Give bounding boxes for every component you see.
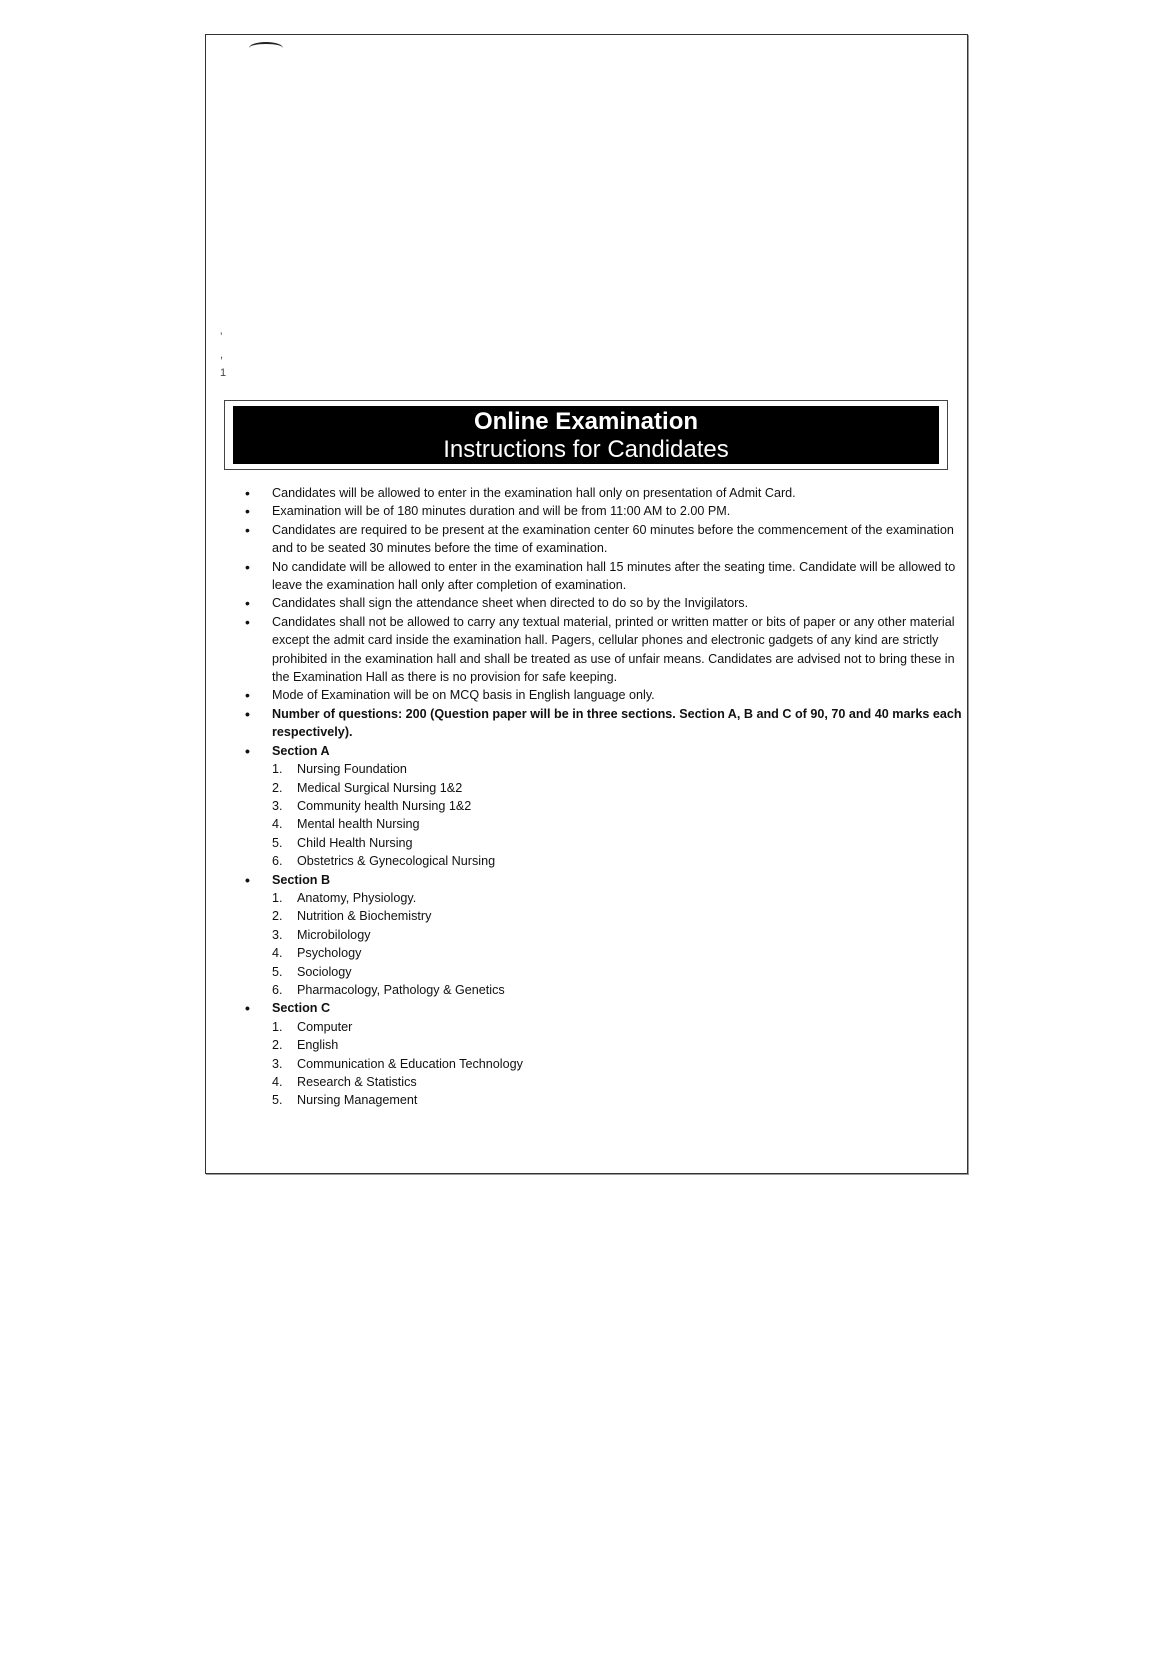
section-b-heading: • Section B (244, 871, 964, 889)
instruction-item: • Candidates will be allowed to enter in the examination hall only on presentation of Admit Card. (244, 484, 964, 502)
subject-item: 5. Child Health Nursing (272, 835, 413, 850)
instruction-item: • Candidates shall sign the attendance sheet when directed to do so by the Invigilators. (244, 594, 964, 612)
banner-title: Online Examination (473, 408, 699, 435)
instructions-content (244, 484, 964, 1110)
instruction-item: • Examination will be of 180 minutes duration and will be from 11:00 AM to 2.00 PM. (244, 502, 964, 520)
subject-item: 5. Sociology (272, 964, 352, 979)
section-b-container (244, 889, 964, 999)
subject-item: 4. Research & Statistics (272, 1075, 417, 1089)
subject-item: 3. Communication & Education Technology (272, 1056, 523, 1071)
instruction-item-questions: • Number of questions: 200 (Question paper will be in three sections. Section A, B and C of 90, 70 and 40 marks each respectively). (244, 705, 964, 742)
subject-item: 4. Psychology (272, 946, 362, 961)
section-a-container (244, 760, 964, 870)
subject-item: 3. Community health Nursing 1&2 (272, 798, 472, 813)
subject-item: 3. Microbilology (272, 927, 371, 942)
subject-item: 1. Anatomy, Physiology. (272, 890, 417, 905)
subject-item: 4. Mental health Nursing (272, 817, 420, 832)
subject-item: 5. Nursing Management (272, 1093, 418, 1108)
section-c-container (244, 1018, 964, 1110)
subject-item: 1. Computer (272, 1019, 353, 1034)
instruction-item: • Candidates shall not be allowed to carry any textual material, printed or written matter or bits of paper or any other material except the admit card inside the examination hall. Pagers, cellular phones and electronic gadgets of any kind are strictly prohibited in the examination hall and shall be treated as use of unfair means. Candidates are advised not to bring these in the Examination Hall as there is no provision for safe keeping. (244, 613, 964, 687)
instruction-item: • No candidate will be allowed to enter in the examination hall 15 minutes after the seating time. Candidate will be allowed to leave the examination hall only after completion of examination. (244, 558, 964, 595)
subject-item: 6. Pharmacology, Pathology & Genetics (272, 982, 505, 997)
subject-item: 2. Medical Surgical Nursing 1&2 (272, 780, 463, 795)
margin-mark: , (220, 349, 224, 361)
margin-marks (220, 328, 226, 382)
title-banner-inner (233, 406, 939, 464)
section-b-subjects (244, 889, 964, 999)
section-c-heading: • Section C (244, 999, 964, 1017)
section-c-subjects (244, 1018, 964, 1110)
subject-item: 1. Nursing Foundation (272, 762, 407, 777)
instruction-item: • Candidates are required to be present at the examination center 60 minutes before the commencement of the examination and to be seated 30 minutes before the time of examination. (244, 521, 964, 558)
margin-mark: 1 (220, 367, 227, 379)
section-a-subjects (244, 760, 964, 870)
instructions-list (244, 484, 964, 1110)
title-banner (224, 400, 948, 470)
logo-fragment (249, 42, 283, 54)
instruction-item: • Mode of Examination will be on MCQ basis in English language only. (244, 686, 964, 704)
subject-item: 6. Obstetrics & Gynecological Nursing (272, 854, 496, 869)
subject-item: 2. English (272, 1038, 339, 1053)
banner-subtitle: Instructions for Candidates (443, 436, 729, 463)
subject-item: 2. Nutrition & Biochemistry (272, 909, 432, 924)
section-a-heading: • Section A (244, 742, 964, 760)
margin-mark: ’ (220, 331, 223, 343)
